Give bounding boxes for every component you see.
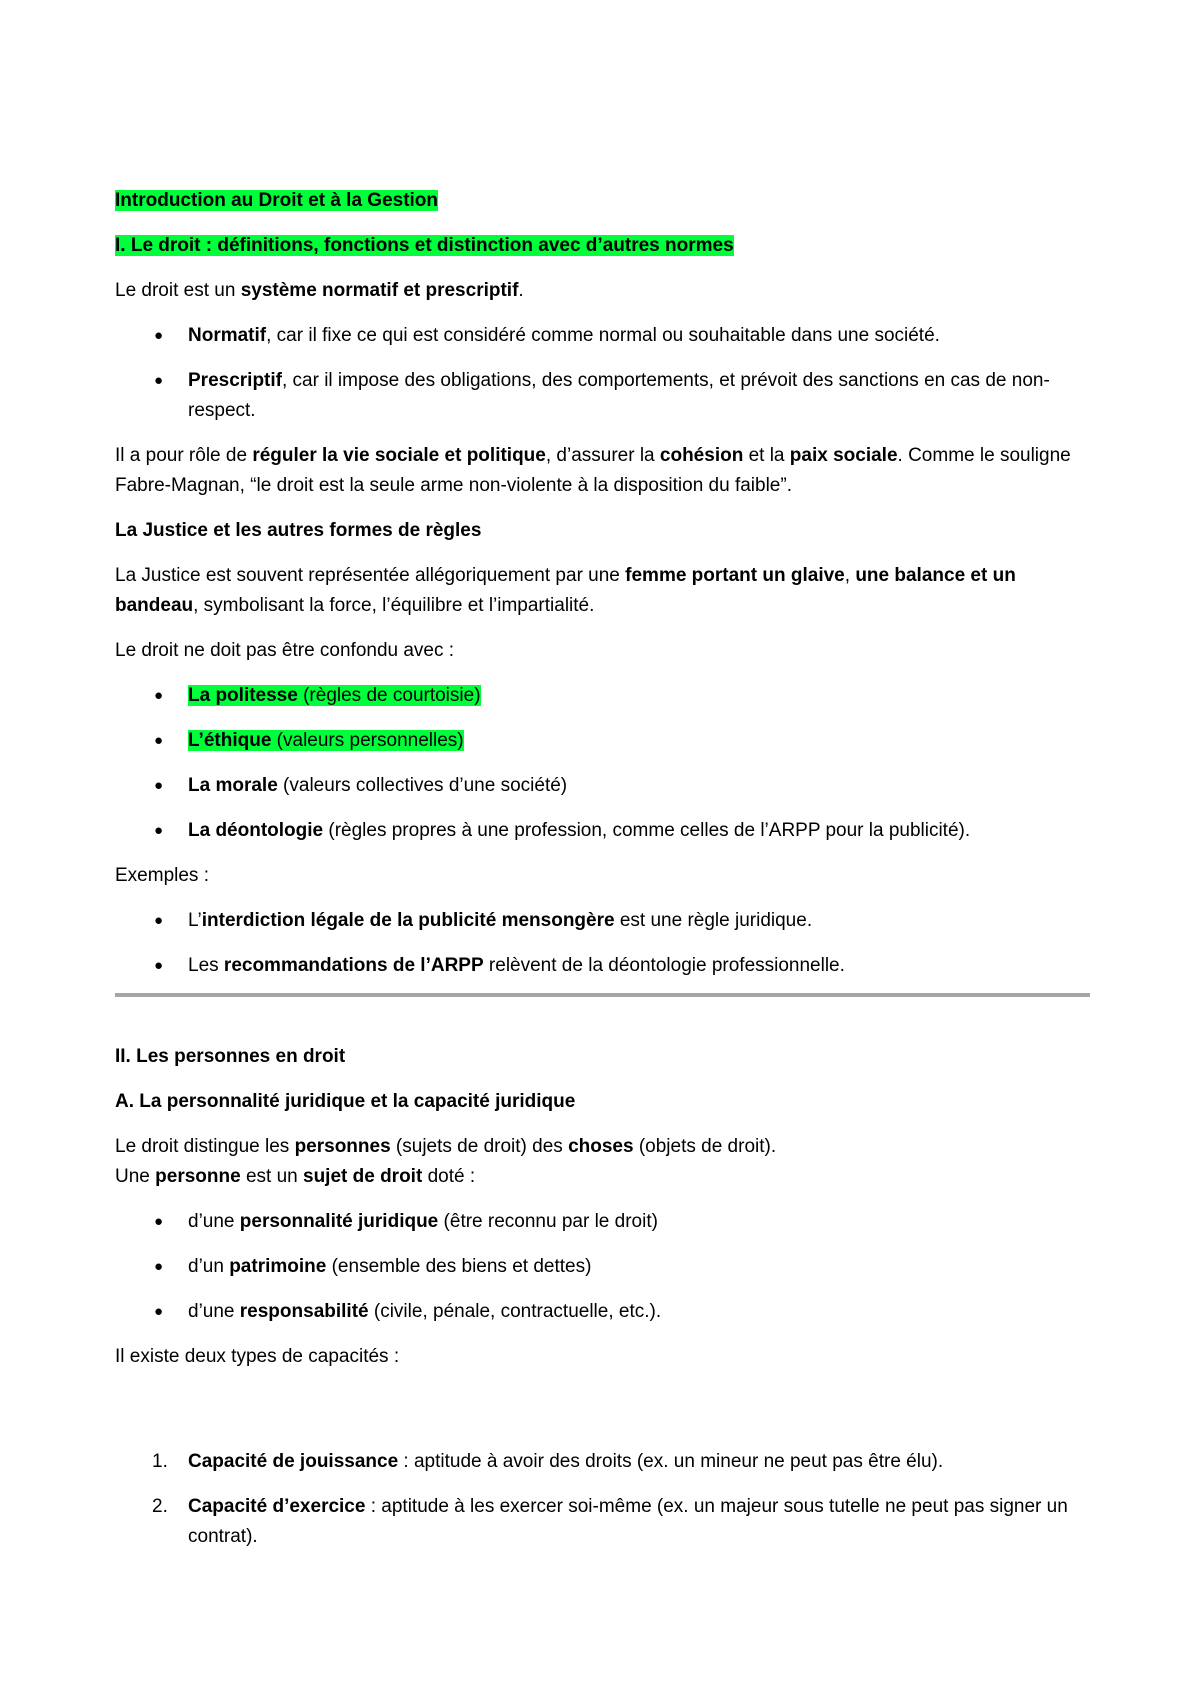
bullet-icon: ● bbox=[154, 957, 164, 974]
role-paragraph: Il a pour rôle de réguler la vie sociale et politique, d’assurer la cohésion et la paix sociale. Comme le souligne Fabre-Magnan, “le droit est la seule arme non-violente à la disposition du faible”. bbox=[115, 445, 1071, 496]
list-item: 2. Capacité d’exercice : aptitude à les exercer soi-même (ex. un majeur sous tutelle ne peut pas signer un contrat). bbox=[152, 1496, 1068, 1547]
examples-label: Exemples : bbox=[115, 865, 209, 886]
bullet-icon: ● bbox=[154, 777, 164, 794]
justice-paragraph: La Justice est souvent représentée allégoriquement par une femme portant un glaive, une balance et un bandeau, symbolisant la force, l’équilibre et l’impartialité. bbox=[115, 565, 1016, 616]
list-item: ● La déontologie (règles propres à une profession, comme celles de l’ARPP pour la publicité). bbox=[115, 816, 1090, 846]
list-item: ● La politesse (règles de courtoisie) bbox=[115, 681, 1090, 711]
definition-paragraph: Le droit est un système normatif et prescriptif. bbox=[115, 280, 524, 301]
document-body bbox=[115, 186, 1090, 1552]
section-1-heading: I. Le droit : définitions, fonctions et distinction avec d’autres normes bbox=[115, 235, 734, 256]
bullet-icon: ● bbox=[154, 912, 164, 929]
bullet-icon: ● bbox=[154, 1213, 164, 1230]
list-item: 1. Capacité de jouissance : aptitude à avoir des droits (ex. un mineur ne peut pas être élu). bbox=[152, 1451, 944, 1472]
list-item: ● La morale (valeurs collectives d’une société) bbox=[115, 771, 1090, 801]
justice-heading: La Justice et les autres formes de règles bbox=[115, 520, 482, 541]
bullet-icon: ● bbox=[154, 822, 164, 839]
list-item: ● Prescriptif, car il impose des obligations, des comportements, et prévoit des sanctions en cas de non-respect. bbox=[115, 366, 1090, 426]
list-item: ● d’une responsabilité (civile, pénale, contractuelle, etc.). bbox=[115, 1297, 1090, 1327]
bullet-icon: ● bbox=[154, 687, 164, 704]
persons-paragraph-line-2: Une personne est un sujet de droit doté : bbox=[115, 1166, 476, 1187]
capacity-types-paragraph: Il existe deux types de capacités : bbox=[115, 1346, 400, 1367]
bullet-icon: ● bbox=[154, 327, 164, 344]
section-2-heading: II. Les personnes en droit bbox=[115, 1046, 346, 1067]
bullet-icon: ● bbox=[154, 1258, 164, 1275]
bullet-icon: ● bbox=[154, 1303, 164, 1320]
persons-paragraph-line-1: Le droit distingue les personnes (sujets de droit) des choses (objets de droit). bbox=[115, 1136, 777, 1157]
confusion-paragraph: Le droit ne doit pas être confondu avec : bbox=[115, 640, 455, 661]
document-title: Introduction au Droit et à la Gestion bbox=[115, 190, 439, 211]
list-item: ● L’interdiction légale de la publicité mensongère est une règle juridique. bbox=[115, 906, 1090, 936]
list-item: ● Les recommandations de l’ARPP relèvent de la déontologie professionnelle. bbox=[115, 951, 1090, 981]
bullet-icon: ● bbox=[154, 372, 164, 389]
list-item: ● L’éthique (valeurs personnelles) bbox=[115, 726, 1090, 756]
horizontal-divider bbox=[115, 993, 1090, 997]
subsection-a-heading: A. La personnalité juridique et la capacité juridique bbox=[115, 1091, 576, 1112]
list-item: ● d’un patrimoine (ensemble des biens et dettes) bbox=[115, 1252, 1090, 1282]
list-item: ● Normatif, car il fixe ce qui est considéré comme normal ou souhaitable dans une société. bbox=[115, 321, 1090, 351]
bullet-icon: ● bbox=[154, 732, 164, 749]
list-item: ● d’une personnalité juridique (être reconnu par le droit) bbox=[115, 1207, 1090, 1237]
